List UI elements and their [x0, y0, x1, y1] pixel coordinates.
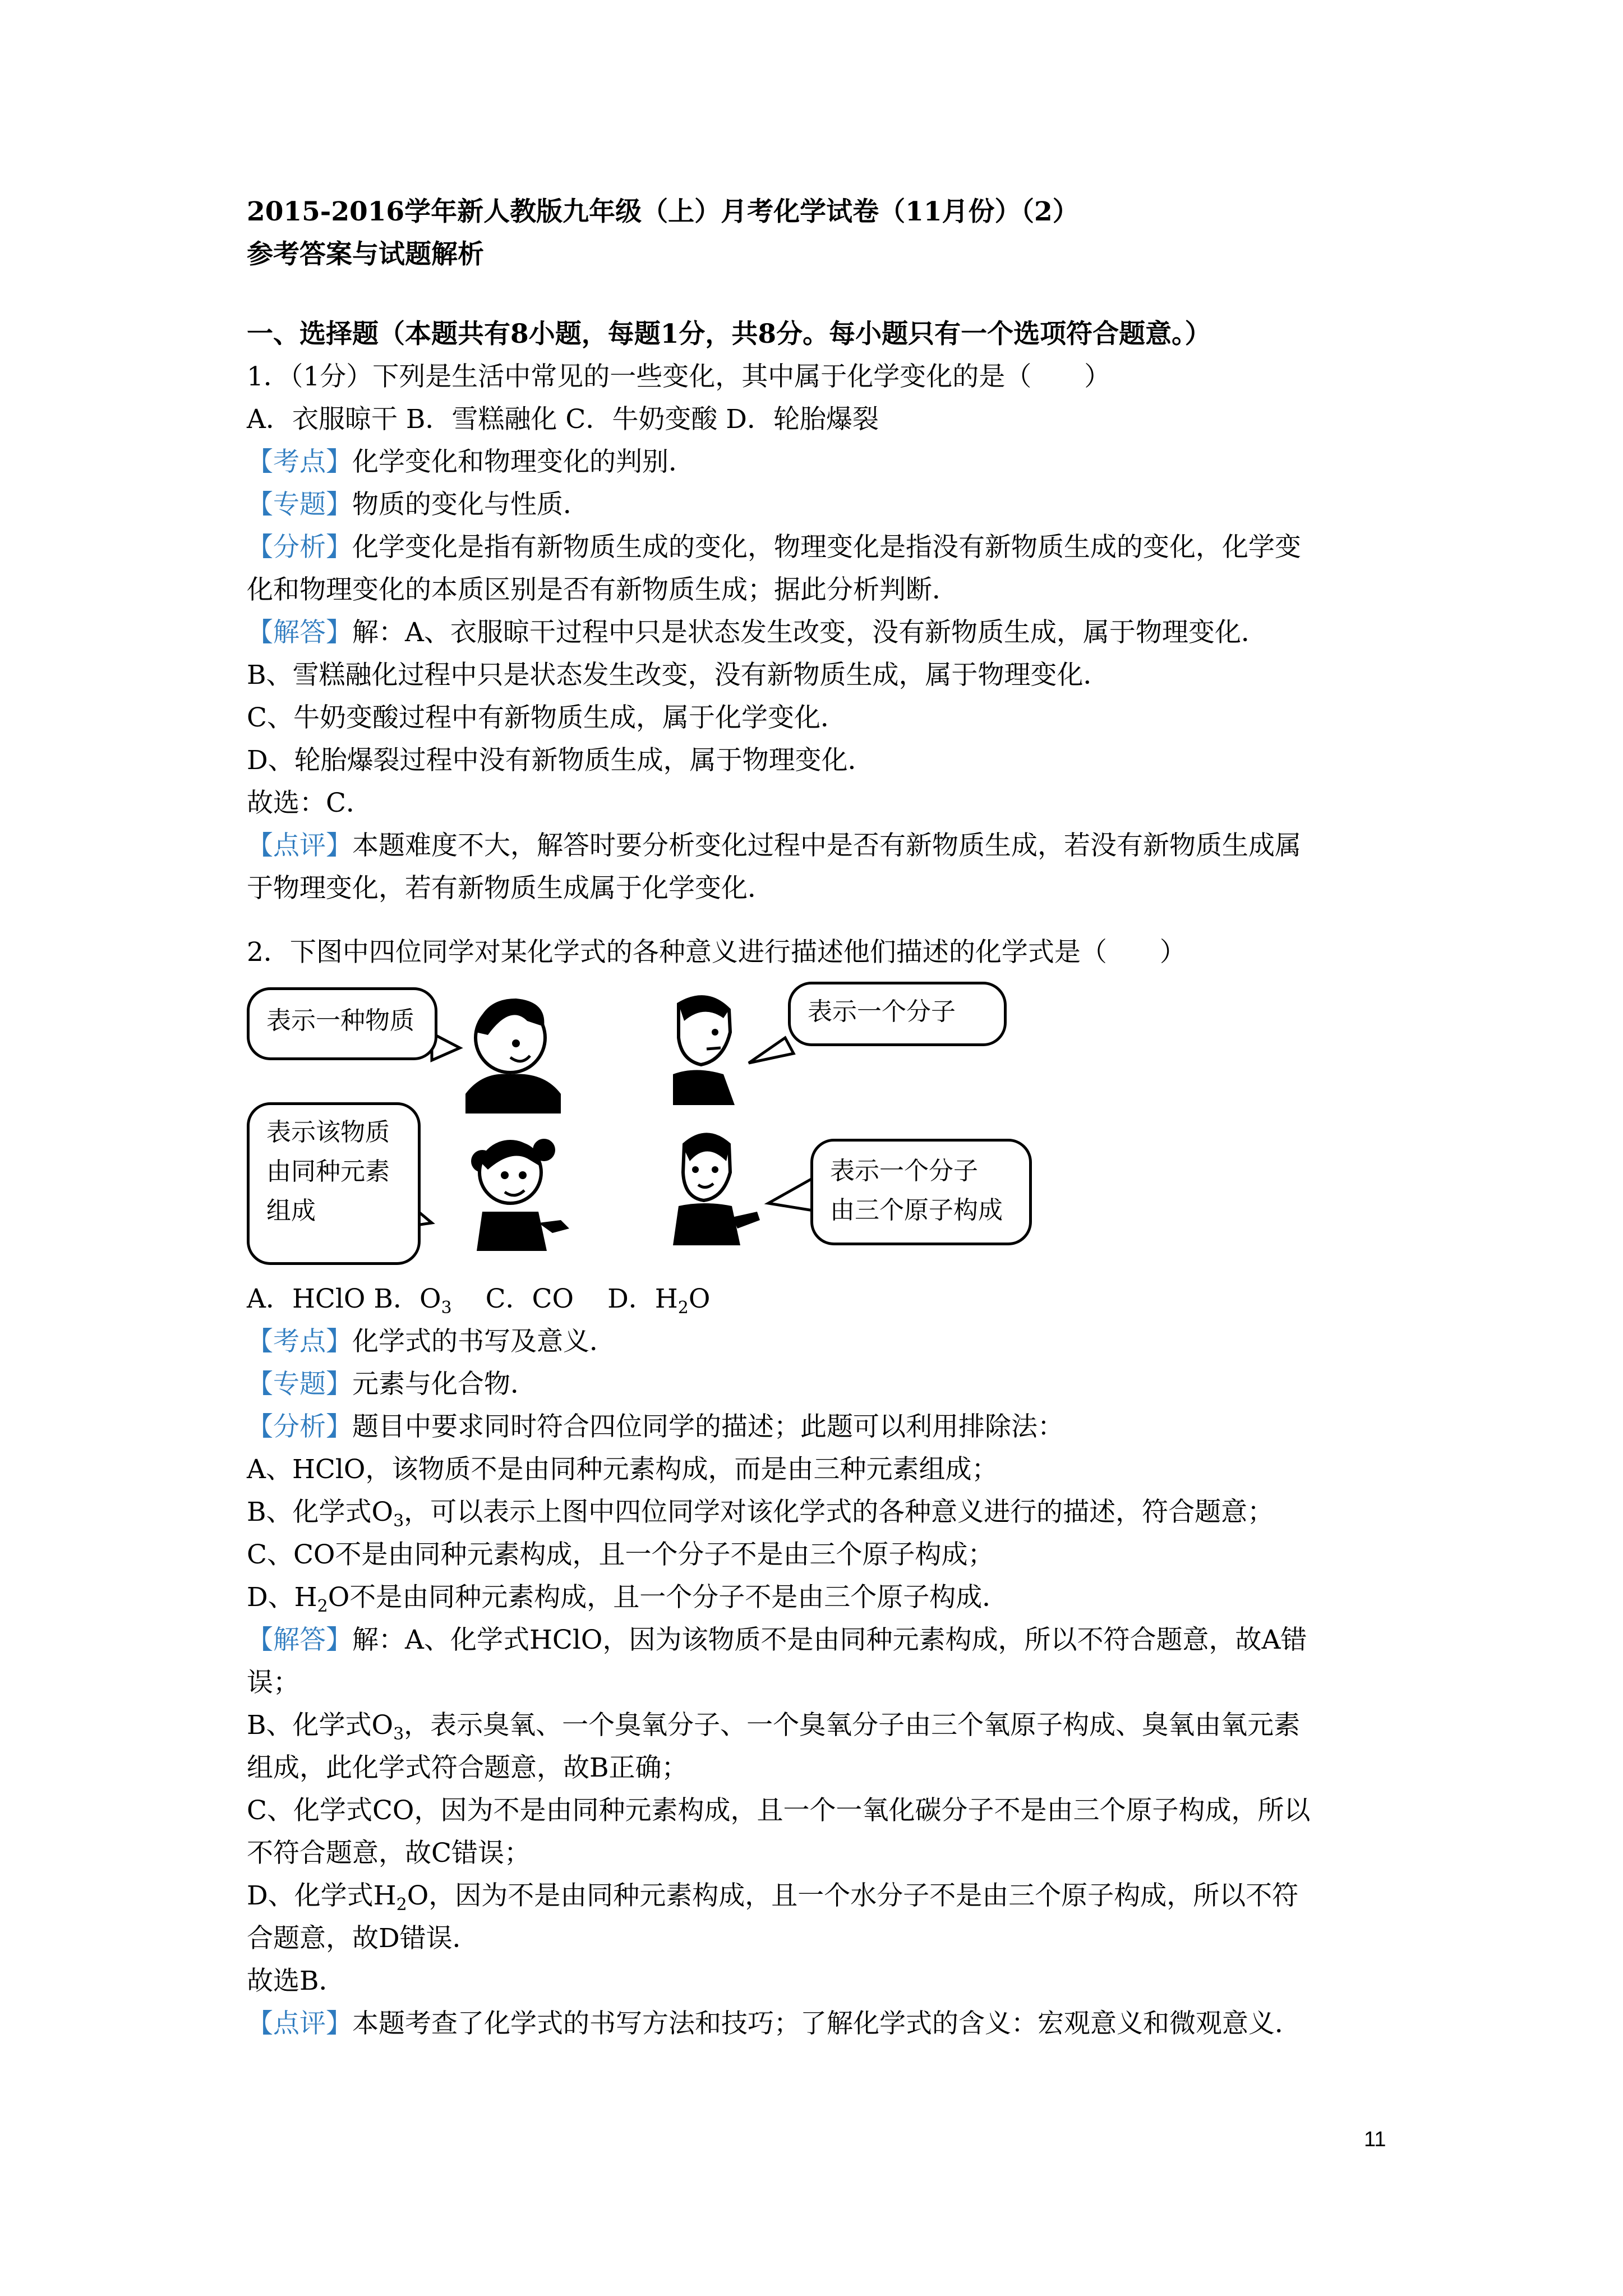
q2-option-d: D．$H_2O$: [607, 1283, 711, 1318]
q2-fenxi-b: B、化学式$O_3$，可以表示上图中四位同学对该化学式的各种意义进行的描述，符合题意；: [247, 1497, 1274, 1531]
q1-fenxi-text-1: 化学变化是指有新物质生成的变化，物理变化是指没有新物质生成的变化，化学变: [352, 532, 1301, 563]
q2-jieda: [247, 1619, 1391, 1662]
zhuanti-tag: 【专题】: [247, 1369, 352, 1400]
girl-figure: [471, 1139, 569, 1251]
q2-jieda-d1: D、化学式$H_2O$，因为不是由同种元素构成，且一个水分子不是由三个原子构成，所以不符: [247, 1880, 1299, 1915]
dianping-tag: 【点评】: [247, 2008, 352, 2039]
q2-zhuanti-text: 元素与化合物．: [352, 1369, 537, 1400]
zhuanti-tag: 【专题】: [247, 489, 352, 520]
q2-zhuanti: [247, 1363, 1391, 1406]
bubble-4-line-2: 由三个原子构成: [830, 1197, 1003, 1224]
document-title: 2015-2016学年新人教版九年级（上）月考化学试卷（11月份）（2）: [247, 196, 1079, 227]
q2-option-b: B．$O_3$: [374, 1283, 452, 1318]
q1-jieda-text-1: 解：A、衣服晾干过程中只是状态发生改变，没有新物质生成，属于物理变化．: [352, 617, 1267, 648]
q2-fenxi-c: C、CO不是由同种元素构成，且一个分子不是由三个原子构成；: [247, 1539, 994, 1570]
page-number: 11: [1364, 2128, 1386, 2151]
section-heading: 一、选择题（本题共有8小题，每题1分，共8分。每小题只有一个选项符合题意。）: [247, 319, 1211, 349]
fenxi-tag: 【分析】: [247, 1411, 352, 1442]
bubble-3-line-1: 表示该物质: [266, 1119, 390, 1146]
bubble-1-text: 表示一种物质: [266, 1007, 414, 1034]
speech-bubble-3: [247, 1102, 421, 1265]
bubble-2-text: 表示一个分子: [808, 998, 956, 1025]
q1-jieda-text-4: D、轮胎爆裂过程中没有新物质生成，属于物理变化．: [247, 745, 874, 776]
q2-options: [247, 1278, 1391, 1320]
q1-kaodian: [247, 441, 1391, 484]
speech-bubble-4: [810, 1139, 1032, 1245]
bubble-3-line-3: 组成: [266, 1197, 316, 1225]
q1-jieda-text-2: B、雪糕融化过程中只是状态发生改变，没有新物质生成，属于物理变化．: [247, 660, 1110, 691]
q2-jieda-b1: B、化学式$O_3$，表示臭氧、一个臭氧分子、一个臭氧分子由三个氧原子构成、臭氧由氧元素: [247, 1710, 1301, 1744]
speech-bubble-1: [247, 987, 437, 1060]
dianping-tag: 【点评】: [247, 830, 352, 861]
q2-fenxi-d: D、$H_2O$不是由同种元素构成，且一个分子不是由三个原子构成．: [247, 1582, 1009, 1616]
student-figure: [673, 1134, 760, 1245]
bubble-4-line-1: 表示一个分子: [830, 1157, 978, 1185]
q2-dianping-text: 本题考查了化学式的书写方法和技巧；了解化学式的含义：宏观意义和微观意义．: [352, 2008, 1301, 2039]
man-figure: [673, 997, 735, 1105]
q1-dianping: [247, 825, 1391, 867]
q1-dianping-text-2: 于物理变化，若有新物质生成属于化学变化．: [247, 873, 774, 904]
q2-fenxi-a: A、HClO，该物质不是由同种元素构成，而是由三种元素组成；: [247, 1454, 998, 1485]
q2-jieda-d2: 合题意，故D错误．: [247, 1923, 479, 1954]
q2-jieda-a1: 解：A、化学式HClO，因为该物质不是由同种元素构成，所以不符合题意，故A错: [352, 1625, 1307, 1655]
q1-zhuanti-text: 物质的变化与性质．: [352, 489, 589, 520]
speech-bubble-2: [788, 982, 1007, 1046]
fenxi-tag: 【分析】: [247, 532, 352, 563]
kaodian-tag: 【考点】: [247, 447, 352, 477]
boy-figure: [465, 999, 561, 1114]
q1-options: A．衣服晾干 B．雪糕融化 C．牛奶变酸 D．轮胎爆裂: [247, 404, 879, 435]
q2-figure: [247, 982, 1032, 1273]
q2-kaodian-text: 化学式的书写及意义．: [352, 1326, 616, 1357]
q1-fenxi-text-2: 化和物理变化的本质区别是否有新物质生成；据此分析判断．: [247, 574, 958, 605]
q1-stem: 1．（1分）下列是生活中常见的一些变化，其中属于化学变化的是（ ）: [247, 361, 1111, 392]
q2-option-a: A．HClO: [247, 1283, 366, 1314]
q2-stem: 2．下图中四位同学对某化学式的各种意义进行描述他们描述的化学式是（ ）: [247, 937, 1186, 968]
q2-dianping: [247, 2003, 1391, 2045]
q2-answer: 故选B．: [247, 1966, 345, 1996]
q2-fenxi-text: 题目中要求同时符合四位同学的描述；此题可以利用排除法：: [352, 1411, 1064, 1442]
q1-answer: 故选：C．: [247, 788, 372, 818]
q2-fenxi: [247, 1406, 1391, 1448]
q1-jieda-text-3: C、牛奶变酸过程中有新物质生成，属于化学变化．: [247, 702, 847, 733]
q2-option-c: C．CO: [485, 1283, 574, 1314]
q2-kaodian: [247, 1320, 1391, 1363]
q1-dianping-text-1: 本题难度不大，解答时要分析变化过程中是否有新物质生成，若没有新物质生成属: [352, 830, 1301, 861]
kaodian-tag: 【考点】: [247, 1326, 352, 1357]
page-content: [247, 191, 1391, 2045]
bubble-3-line-2: 由同种元素: [266, 1158, 390, 1185]
q1-jieda: [247, 611, 1391, 654]
q2-jieda-b2: 组成，此化学式符合题意，故B正确；: [247, 1752, 688, 1783]
jieda-tag: 【解答】: [247, 1625, 352, 1655]
q1-fenxi: [247, 526, 1391, 569]
q1-zhuanti: [247, 484, 1391, 526]
q2-jieda-c1: C、化学式CO，因为不是由同种元素构成，且一个一氧化碳分子不是由三个原子构成，所以: [247, 1795, 1311, 1826]
q2-jieda-a2: 误；: [247, 1667, 299, 1698]
jieda-tag: 【解答】: [247, 617, 352, 648]
q2-jieda-c2: 不符合题意，故C错误；: [247, 1838, 531, 1869]
q1-kaodian-text: 化学变化和物理变化的判别．: [352, 447, 695, 477]
document-subtitle: 参考答案与试题解析: [247, 239, 484, 270]
